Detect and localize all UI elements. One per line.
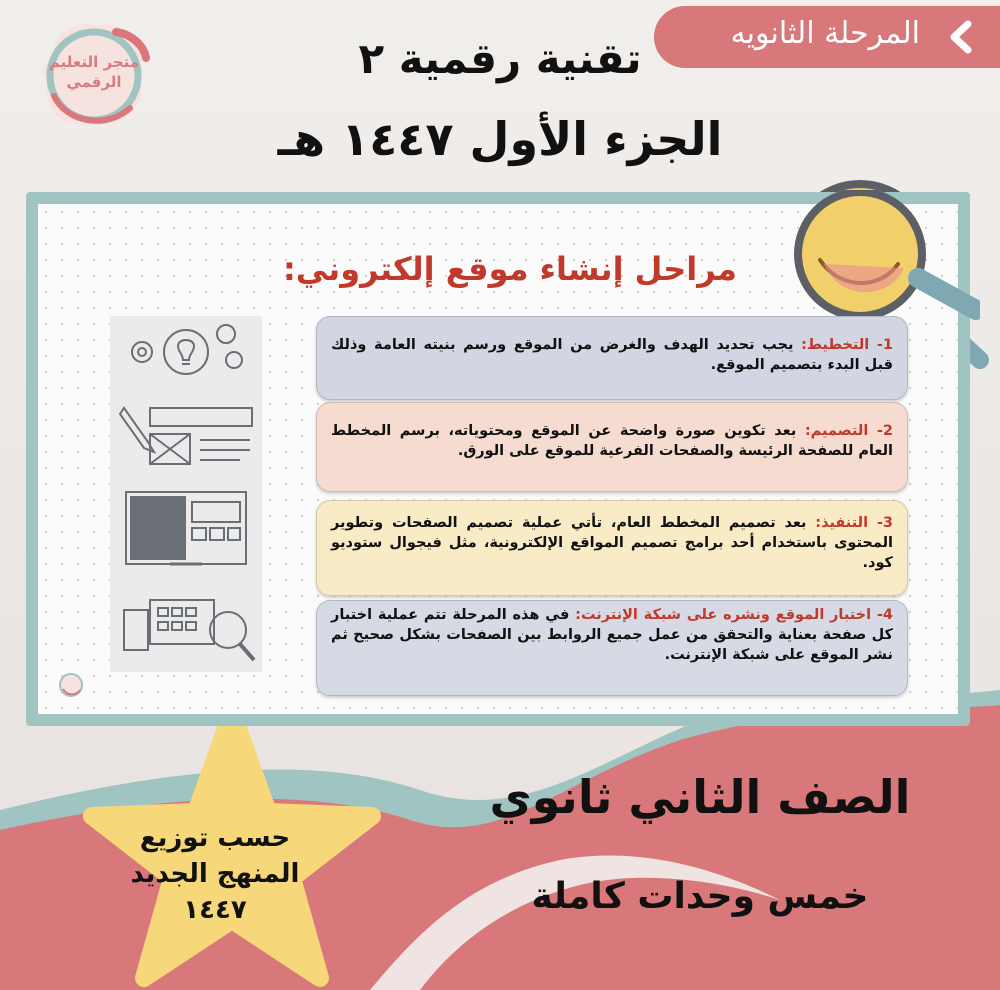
chevron-left-icon	[944, 18, 980, 56]
page-title: تقنية رقمية ٢	[358, 34, 642, 83]
web-design-illustration	[110, 316, 262, 672]
units-label: خمس وحدات كاملة	[531, 876, 869, 917]
step-text: في هذه المرحلة تتم عملية اختبار كل صفحة بعناية والتحقق من عمل جميع الروابط بين الصفحات بشكل صحيح ثم نشر الموقع على شبكة الإنترنت.	[331, 607, 893, 663]
pencil-sketch-icon	[120, 408, 252, 464]
step-heading: 3- التنفيذ:	[815, 515, 893, 531]
star-line-1: حسب توزيع	[139, 823, 291, 853]
grade-label: الصف الثاني ثانوي	[489, 770, 911, 824]
small-logo-icon	[58, 672, 84, 698]
star-line-2: المنهج الجديد	[130, 859, 300, 889]
step-text: بعد تصميم المخطط العام، تأتي عملية تصميم الصفحات وتطوير المحتوى باستخدام أحد برامج تصميم المواقع الإلكترونية، مثل فيجوال ستوديو كود.	[331, 515, 893, 571]
star-label	[110, 820, 320, 928]
logo-line-1: متجر التعليم	[48, 53, 140, 71]
step-text: بعد تكوين صورة واضحة عن الموقع ومحتوياته، برسم المخطط العام للصفحة الرئيسة والصفحات الفرعية للموقع على الورق.	[331, 423, 893, 459]
slide-title: مراحل إنشاء موقع إلكتروني:	[283, 250, 737, 288]
step-planning	[316, 316, 908, 400]
logo-text	[38, 52, 150, 92]
icons-panel	[110, 316, 262, 672]
star-line-3: ١٤٤٧	[183, 895, 247, 925]
step-implementation	[316, 500, 908, 596]
gears-bulb-icon	[132, 325, 242, 374]
magnifier-icon	[780, 190, 980, 330]
logo-line-2: الرقمي	[66, 73, 122, 91]
step-design	[316, 402, 908, 492]
step-heading: 1- التخطيط:	[801, 337, 893, 353]
monitor-code-icon	[126, 492, 246, 564]
devices-search-icon	[124, 600, 254, 660]
step-heading: 4- اختبار الموقع ونشره على شبكة الإنترنت:	[575, 607, 893, 623]
stage-label: المرحلة الثانويه	[730, 16, 920, 51]
step-testing-publishing	[316, 600, 908, 696]
step-heading: 2- التصميم:	[804, 423, 893, 439]
page-subtitle: الجزء الأول ١٤٤٧ هـ	[277, 112, 723, 166]
step-text: يجب تحديد الهدف والغرض من الموقع ورسم بنيته العامة وذلك قبل البدء بتصميم الموقع.	[331, 337, 893, 373]
